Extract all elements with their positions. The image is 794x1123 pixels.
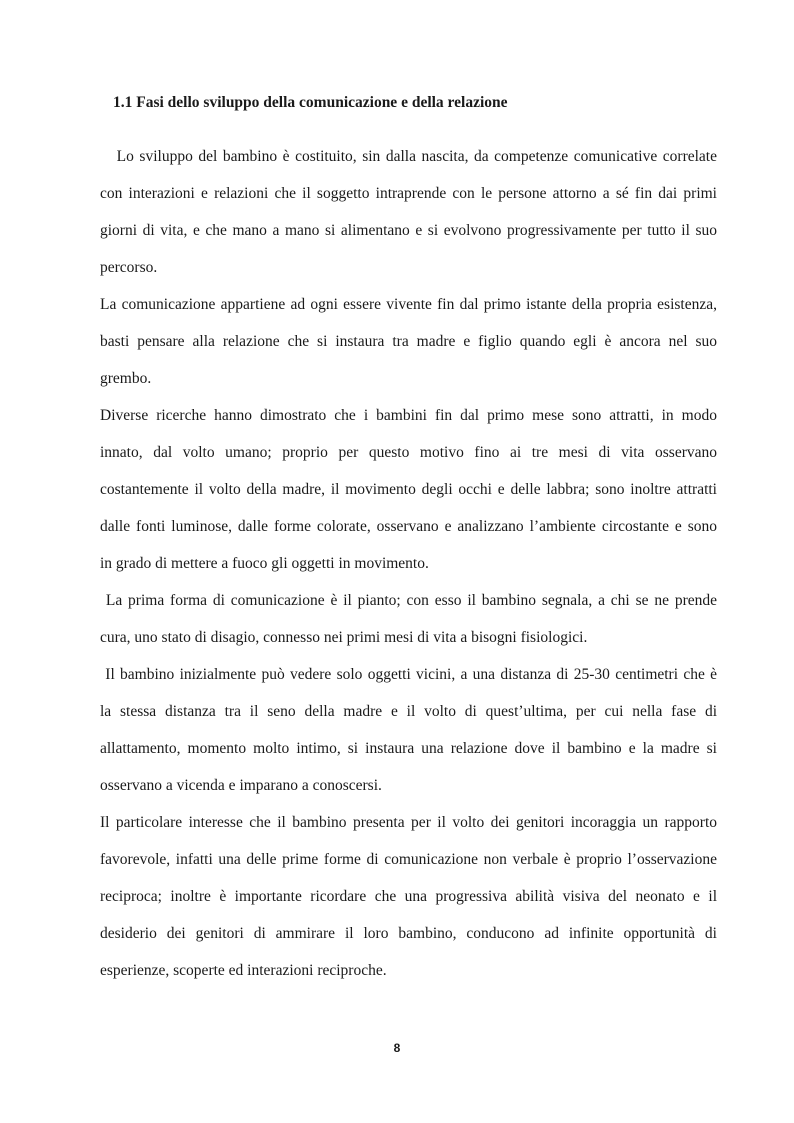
text-line: dalle fonti luminose, dalle forme colorate, osservano e analizzano l’ambiente circostante e sono [100,518,717,535]
page-number: 8 [393,1041,401,1055]
text-line: desiderio dei genitori di ammirare il loro bambino, conducono ad infinite opportunità di [100,925,717,942]
text-line: Il particolare interesse che il bambino presenta per il volto dei genitori incoraggia un rapporto [100,814,717,831]
text-line: osservano a vicenda e imparano a conoscersi. [100,777,382,794]
text-line: Lo sviluppo del bambino è costituito, sin dalla nascita, da competenze comunicative correlate [100,148,717,165]
text-line: Diverse ricerche hanno dimostrato che i bambini fin dal primo mese sono attratti, in modo [100,407,717,424]
text-line: La comunicazione appartiene ad ogni essere vivente fin dal primo istante della propria esistenza, [100,296,717,313]
text-line: favorevole, infatti una delle prime forme di comunicazione non verbale è proprio l’osservazione [100,851,717,868]
text-line: la stessa distanza tra il seno della madre e il volto di quest’ultima, per cui nella fase di [100,703,717,720]
section-heading: 1.1 Fasi dello sviluppo della comunicazione e della relazione [113,94,508,111]
text-line: in grado di mettere a fuoco gli oggetti in movimento. [100,555,429,572]
text-line: La prima forma di comunicazione è il pianto; con esso il bambino segnala, a chi se ne prende [100,592,717,609]
text-line: cura, uno stato di disagio, connesso nei primi mesi di vita a bisogni fisiologici. [100,629,588,646]
text-line: con interazioni e relazioni che il soggetto intraprende con le persone attorno a sé fin dai primi [100,185,717,202]
text-line: reciproca; inoltre è importante ricordare che una progressiva abilità visiva del neonato e il [100,888,717,905]
text-line: esperienze, scoperte ed interazioni reciproche. [100,962,387,979]
text-line: grembo. [100,370,152,387]
text-line: costantemente il volto della madre, il movimento degli occhi e delle labbra; sono inoltre attratti [100,481,717,498]
text-line: allattamento, momento molto intimo, si instaura una relazione dove il bambino e la madre si [100,740,717,757]
text-line: giorni di vita, e che mano a mano si alimentano e si evolvono progressivamente per tutto il suo [100,222,717,239]
text-line: basti pensare alla relazione che si instaura tra madre e figlio quando egli è ancora nel suo [100,333,717,350]
body-text [100,143,717,994]
text-line: percorso. [100,259,158,276]
text-line: Il bambino inizialmente può vedere solo oggetti vicini, a una distanza di 25-30 centimetri che è [100,666,717,683]
text-line: innato, dal volto umano; proprio per questo motivo fino ai tre mesi di vita osservano [100,444,717,461]
